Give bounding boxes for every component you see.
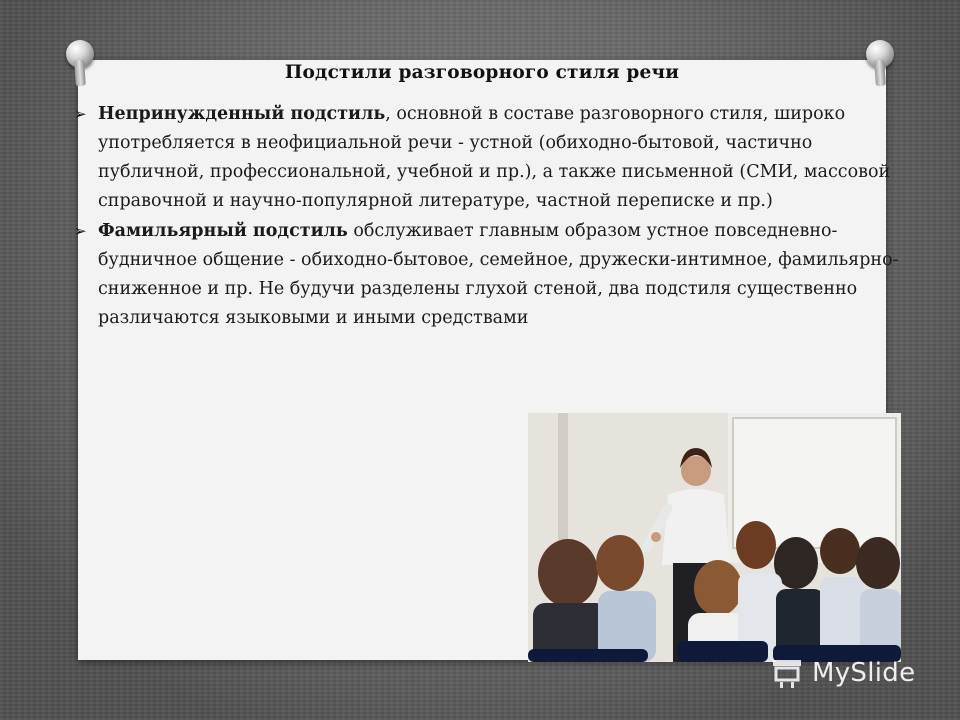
bullet-text: обслуживает главным образом устное повседневно-будничное общение - обиходно-бытовое, семейное, дружески-интимное, фамильярно-сниженное и пр. Не будучи разделены глухой стеной, два подстиля существенно различаются языковыми и иными средствами <box>98 221 899 328</box>
slide-title: Подстили разговорного стиля речи <box>284 62 680 83</box>
bullet-text: , основной в составе разговорного стиля, широко употребляется в неофициальной речи - устной (обиходно-бытовой, частично публичной, профессиональной, учебной и пр.), а также письменной (СМИ, массовой справочной и научно-популярной литературе, частной переписке и пр.) <box>98 104 891 211</box>
photo-illustration <box>528 413 901 662</box>
bullet-list <box>70 100 900 334</box>
watermark <box>770 656 915 690</box>
bullet-term: Непринужденный подстиль <box>98 104 386 124</box>
watermark-text: MySlide <box>812 658 916 688</box>
arrow-bullet-icon: ➢ <box>74 105 87 123</box>
bullet-term: Фамильярный подстиль <box>98 221 348 241</box>
bullet-item <box>70 217 900 333</box>
lecture-classroom-photo <box>528 413 901 662</box>
bullet-item <box>70 100 900 216</box>
arrow-bullet-icon: ➢ <box>74 222 87 240</box>
slides-logo-icon <box>770 656 804 690</box>
